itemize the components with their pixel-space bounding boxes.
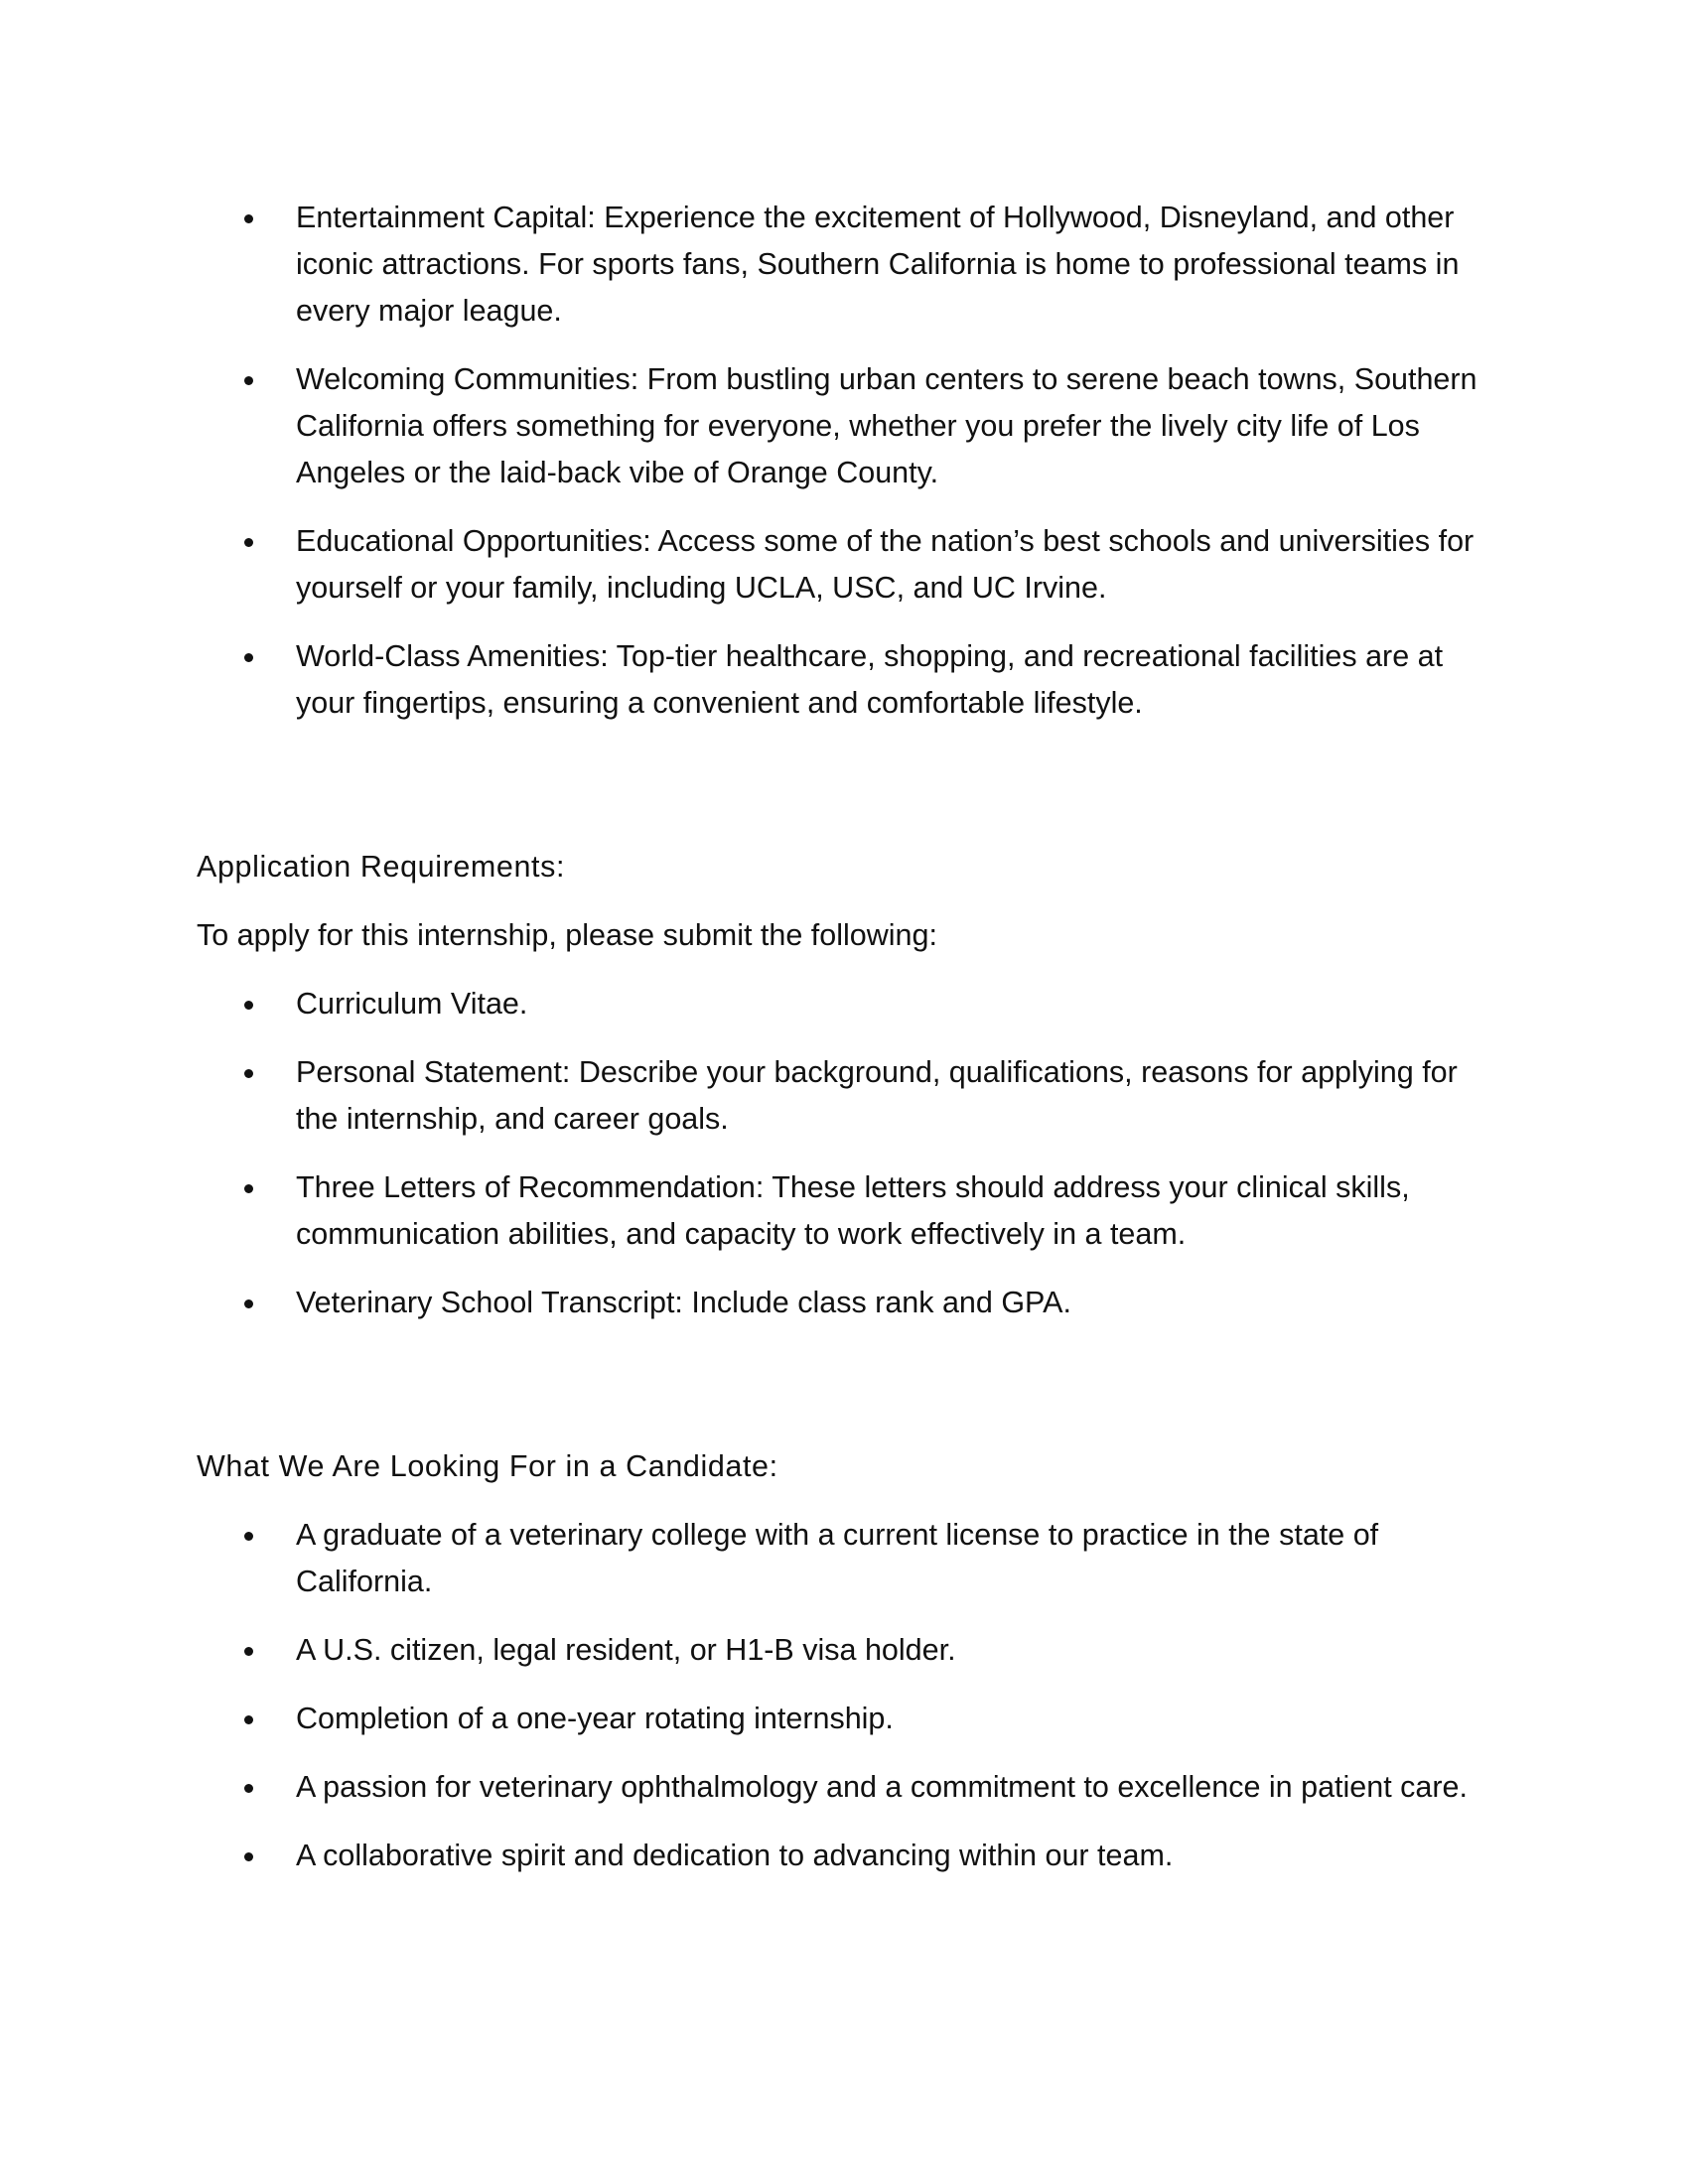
bullet-icon [244,376,253,385]
application-requirements-heading: Application Requirements: [197,850,566,884]
list-item [197,1833,1497,1879]
application-requirements-list [197,981,1497,1326]
list-item [197,1696,1497,1742]
list-item [197,981,1497,1027]
list-item-text: Three Letters of Recommendation: These letters should address your clinical skills, communication abilities, and capacity to work effectively in a team. [296,1170,1410,1251]
list-item [197,356,1497,496]
bullet-icon [244,653,253,662]
bullet-icon [244,1299,253,1308]
bullet-icon [244,1647,253,1656]
list-item [197,1164,1497,1258]
document-content [197,195,1497,1901]
bullet-icon [244,214,253,223]
list-item [197,1627,1497,1674]
candidate-requirements-list [197,1512,1497,1879]
list-item-text: Educational Opportunities: Access some of the nation’s best schools and universities for yourself or your family, including UCLA, USC, and UC Irvine. [296,524,1475,605]
bullet-icon [244,1715,253,1724]
list-item [197,1512,1497,1605]
list-item-text: Completion of a one-year rotating internship. [296,1702,894,1735]
list-item-text: Welcoming Communities: From bustling urban centers to serene beach towns, Southern California offers something for everyone, whether you prefer the lively city life of Los Angeles or the laid-back vibe of Orange County. [296,362,1477,489]
list-item [197,1764,1497,1811]
list-item-text: Veterinary School Transcript: Include class rank and GPA. [296,1286,1071,1319]
application-intro: To apply for this internship, please submit the following: [197,918,937,952]
list-item [197,1280,1497,1326]
bullet-icon [244,1184,253,1193]
benefits-list [197,195,1497,727]
list-item-text: Personal Statement: Describe your background, qualifications, reasons for applying for the internship, and career goals. [296,1055,1458,1136]
list-item-text: Curriculum Vitae. [296,987,528,1021]
list-item [197,195,1497,335]
bullet-icon [244,538,253,547]
list-item-text: World-Class Amenities: Top-tier healthcare, shopping, and recreational facilities are at your fingertips, ensuring a convenient and comfortable lifestyle. [296,639,1444,720]
list-item-text: A passion for veterinary ophthalmology and a commitment to excellence in patient care. [296,1770,1468,1804]
bullet-icon [244,1001,253,1010]
bullet-icon [244,1852,253,1861]
bullet-icon [244,1532,253,1541]
list-item [197,518,1497,612]
list-item-text: A graduate of a veterinary college with a current license to practice in the state of California. [296,1518,1379,1598]
list-item [197,1049,1497,1143]
list-item-text: A U.S. citizen, legal resident, or H1-B visa holder. [296,1633,956,1667]
candidate-heading: What We Are Looking For in a Candidate: [197,1449,778,1483]
bullet-icon [244,1069,253,1078]
list-item [197,633,1497,727]
list-item-text: A collaborative spirit and dedication to advancing within our team. [296,1839,1174,1872]
bullet-icon [244,1784,253,1793]
list-item-text: Entertainment Capital: Experience the excitement of Hollywood, Disneyland, and other iconic attractions. For sports fans, Southern California is home to professional teams in every major league. [296,201,1460,328]
